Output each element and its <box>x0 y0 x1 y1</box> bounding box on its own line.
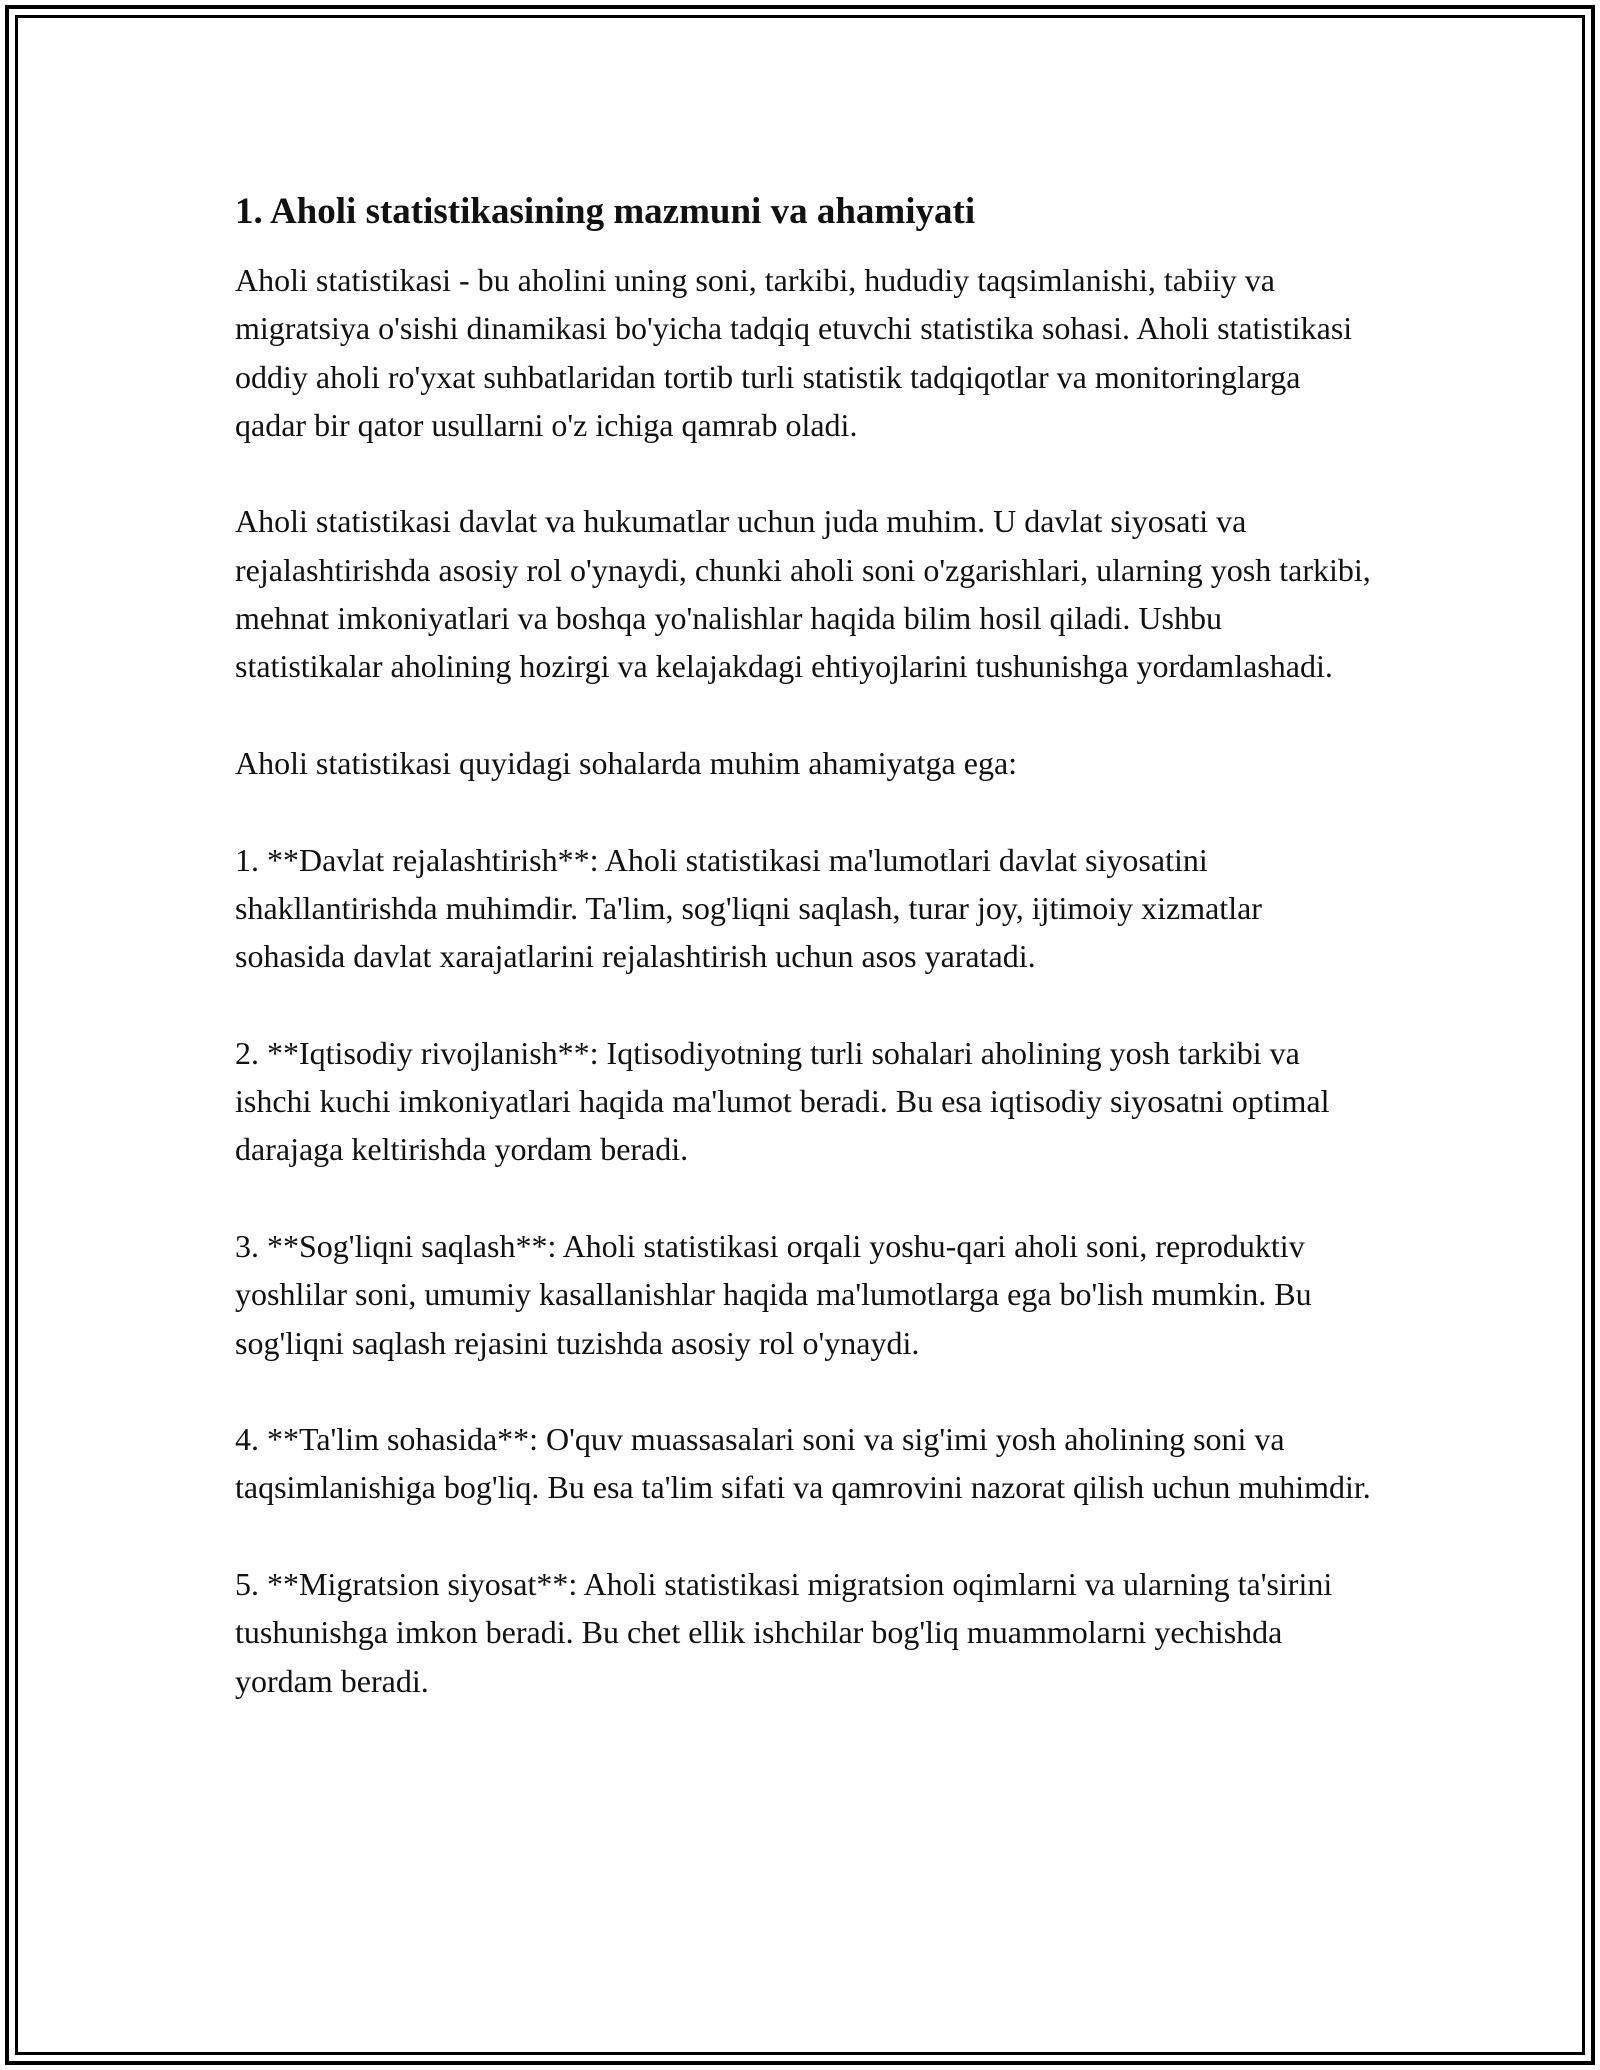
list-item-education: 4. **Ta'lim sohasida**: O'quv muassasalari soni va sig'imi yosh aholining soni va taqsimlanishiga bog'liq. Bu esa ta'lim sifati va qamrovini nazorat qilish uchun muhimdir. <box>235 1421 1371 1506</box>
list-item-state-planning: 1. **Davlat rejalashtirish**: Aholi statistikasi ma'lumotlari davlat siyosatini shakllantirishda muhimdir. Ta'lim, sog'liqni saqlash, turar joy, ijtimoiy xizmatlar sohasida davlat xarajatlarini rejalashtirish uchun asos yaratadi. <box>235 841 1262 975</box>
document-body <box>235 186 1375 1753</box>
list-item-economic-development: 2. **Iqtisodiy rivojlanish**: Iqtisodiyotning turli sohalari aholining yosh tarkibi va ishchi kuchi imkoniyatlari haqida ma'lumot beradi. Bu esa iqtisodiy siyosatni optimal darajaga keltirishda yordam beradi. <box>235 1034 1330 1168</box>
section-title: 1. Aholi statistikasining mazmuni va ahamiyati <box>235 191 976 232</box>
list-item-migration-policy: 5. **Migratsion siyosat**: Aholi statistikasi migratsion oqimlarni va ularning ta'sirini tushunishga imkon beradi. Bu chet ellik ishchilar bog'liq muammolarni yechishda yordam beradi. <box>235 1566 1333 1699</box>
paragraph-importance: Aholi statistikasi davlat va hukumatlar uchun juda muhim. U davlat siyosati va rejalashtirishda asosiy rol o'ynaydi, chunki aholi soni o'zgarishlari, ularning yosh tarkibi, mehnat imkoniyatlari va boshqa yo'nalishlar haqida bilim hosil qiladi. Ushbu statistikalar aholining hozirgi va kelajakdagi ehtiyojlarini tushunishga yordamlashadi. <box>235 503 1371 685</box>
paragraph-definition: Aholi statistikasi - bu aholini uning soni, tarkibi, hududiy taqsimlanishi, tabiiy va migratsiya o'sishi dinamikasi bo'yicha tadqiq etuvchi statistika sohasi. Aholi statistikasi oddiy aholi ro'yxat suhbatlaridan tortib turli statistik tadqiqotlar va monitoringlarga qadar bir qator usullarni o'z ichiga qamrab oladi. <box>235 262 1353 443</box>
list-item-healthcare: 3. **Sog'liqni saqlash**: Aholi statistikasi orqali yoshu-qari aholi soni, reproduktiv yoshlilar soni, umumiy kasallanishlar haqida ma'lumotlarga ega bo'lish mumkin. Bu sog'liqni saqlash rejasini tuzishda asosiy rol o'ynaydi. <box>235 1227 1312 1361</box>
paragraph-list-intro: Aholi statistikasi quyidagi sohalarda muhim ahamiyatga ega: <box>235 744 1018 781</box>
